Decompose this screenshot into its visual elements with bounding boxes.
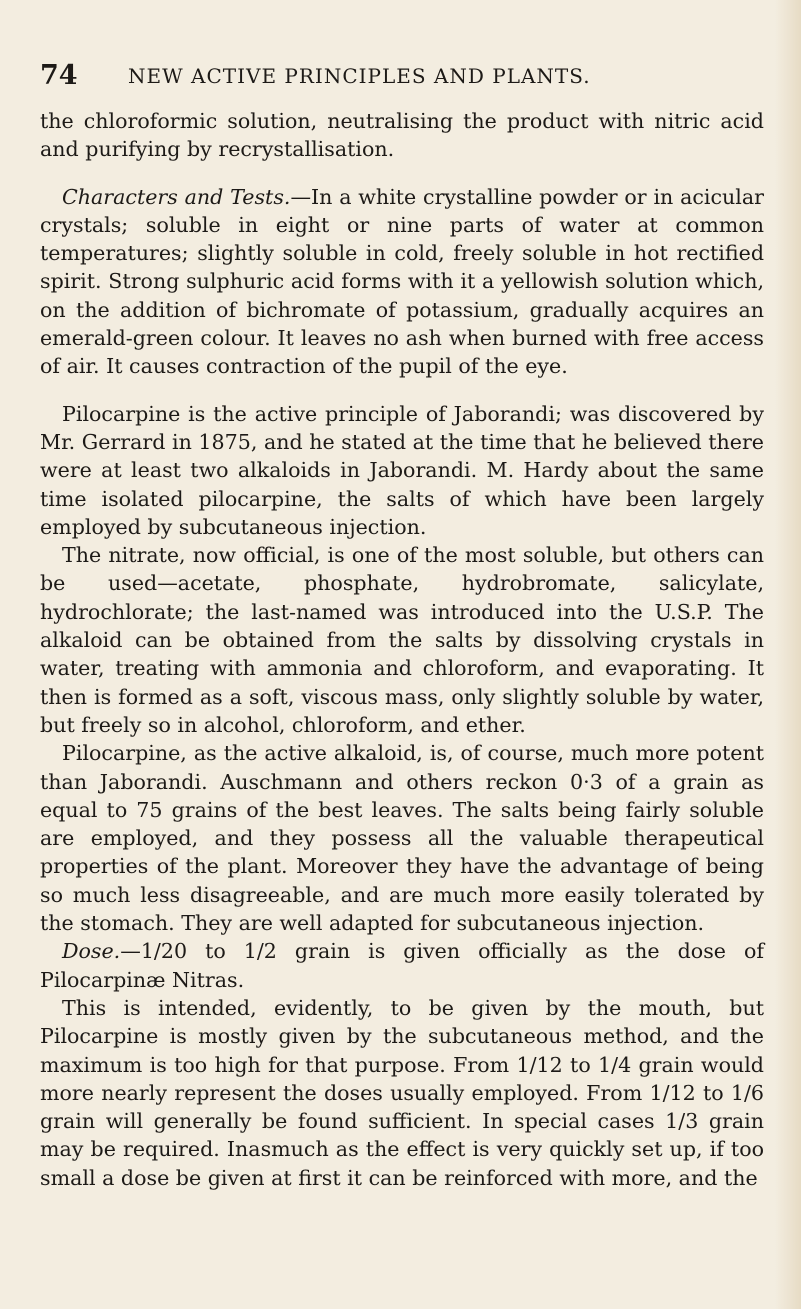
- page-number: 74: [40, 60, 78, 91]
- page-edge-shadow: [775, 0, 801, 1309]
- paragraph: [40, 107, 764, 164]
- paragraph: [40, 994, 764, 1192]
- paragraph: [40, 541, 764, 739]
- running-title: NEW ACTIVE PRINCIPLES AND PLANTS.: [128, 64, 591, 88]
- paragraph-text: The nitrate, now official, is one of the most soluble, but others can be used—acetate, phosphate, hydrobromate, salicylate, hydrochlorate; the last-named was introduced into the U.S.P. The alkaloid can be obtained from the salts by dissolving crystals in water, treating with ammonia and chloroform, and evaporating. It then is formed as a soft, viscous mass, only slightly soluble by water, but freely so in alcohol, chloroform, and ether.: [40, 543, 764, 737]
- paragraph-text: —1/20 to 1/2 grain is given officially as the dose of Pilocarpinæ Nitras.: [40, 939, 764, 992]
- paragraph-text: —In a white crystalline powder or in acicular crystals; soluble in eight or nine parts of water at common temperatures; slightly soluble in cold, freely soluble in hot rectified spirit. Strong sulphuric acid forms with it a yellowish solution which, on the addition of bichromate of potassium, gradually acquires an emerald-green colour. It leaves no ash when burned with free access of air. It causes contraction of the pupil of the eye.: [40, 184, 764, 379]
- paragraph-text: the chloroformic solution, neutralising the product with nitric acid and purifying by recrystallisation.: [40, 109, 764, 162]
- section-lead: Characters and Tests.: [62, 184, 291, 209]
- paragraph: [40, 400, 764, 541]
- section-lead: Dose.: [62, 939, 121, 964]
- paragraph-text: Pilocarpine, as the active alkaloid, is, of course, much more potent than Jaborandi. Auschmann and others reckon 0·3 of a grain as equal to 75 grains of the best leaves. The salts being fairly soluble are employed, and they possess all the valuable therapeutical properties of the plant. Moreover they have the advantage of being so much less disagreeable, and are much more easily tolerated by the stomach. They are well adapted for subcutaneous injection.: [40, 741, 764, 936]
- paragraph-text: Pilocarpine is the active principle of Jaborandi; was discovered by Mr. Gerrard in 1875, and he stated at the time that he believed there were at least two alkaloids in Jaborandi. M. Hardy about the same time isolated pilocarpine, the salts of which have been largely employed by subcutaneous injection.: [40, 401, 764, 539]
- paragraph: [40, 183, 764, 381]
- paragraph: [40, 937, 764, 994]
- paragraph: [40, 739, 764, 937]
- running-head: [40, 60, 780, 100]
- body-text: [40, 107, 764, 1192]
- paragraph-text: This is intended, evidently, to be given by the mouth, but Pilocarpine is mostly given by the subcutaneous method, and the maximum is too high for that purpose. From 1/12 to 1/4 grain would more nearly represent the doses usually employed. From 1/12 to 1/6 grain will generally be found sufficient. In special cases 1/3 grain may be required. Inasmuch as the effect is very quickly set up, if too small a dose be given at first it can be reinforced with more, and the: [40, 995, 764, 1190]
